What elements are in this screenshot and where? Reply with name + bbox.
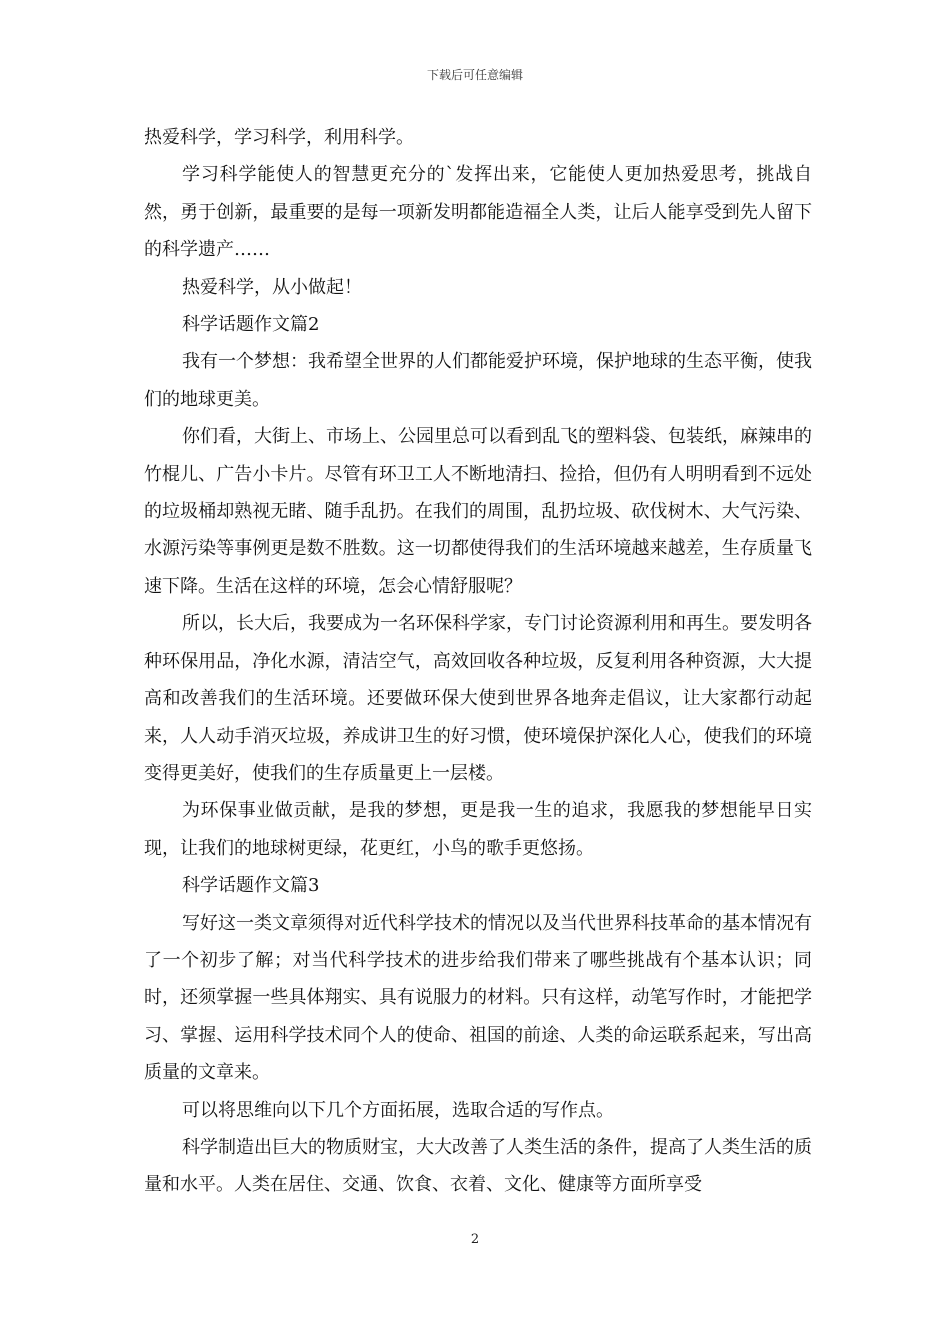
paragraph: 我有一个梦想：我希望全世界的人们都能爱护环境，保护地球的生态平衡，使我们的地球更美。 — [144, 351, 812, 410]
document-body — [144, 119, 812, 1204]
paragraph: 为环保事业做贡献，是我的梦想，更是我一生的追求，我愿我的梦想能早日实现，让我们的地球树更绿，花更红，小鸟的歌手更悠扬。 — [144, 800, 812, 859]
page-number: 2 — [470, 1232, 480, 1247]
section-heading: 科学话题作文篇2 — [182, 314, 320, 336]
paragraph: 写好这一类文章须得对近代科学技术的情况以及当代世界科技革命的基本情况有了一个初步了解；对当代科学技术的进步给我们带来了哪些挑战有个基本认识；同时，还须掌握一些具体翔实、具有说服力的材料。只有这样，动笔写作时，才能把学习、掌握、运用科学技术同个人的使命、祖国的前途、人类的命运联系起来，写出高质量的文章来。 — [144, 912, 812, 1084]
page-header: 下载后可任意编辑 — [426, 68, 523, 82]
section-heading: 科学话题作文篇3 — [182, 875, 320, 897]
paragraph: 可以将思维向以下几个方面拓展，选取合适的写作点。 — [182, 1099, 614, 1121]
paragraph: 热爱科学，学习科学，利用科学。 — [144, 127, 414, 148]
paragraph: 学习科学能使人的智慧更充分的`发挥出来，它能使人更加热爱思考，挑战自然，勇于创新，最重要的是每一项新发明都能造福全人类，让后人能享受到先人留下的科学遗产…… — [144, 164, 812, 261]
paragraph: 热爱科学，从小做起！ — [182, 276, 362, 298]
paragraph: 所以，长大后，我要成为一名环保科学家，专门讨论资源利用和再生。要发明各种环保用品，净化水源，清洁空气，高效回收各种垃圾，反复利用各种资源，大大提高和改善我们的生活环境。还要做环保大使到世界各地奔走倡议，让大家都行动起来，人人动手消灭垃圾，养成讲卫生的好习惯，使环境保护深化人心，使我们的环境变得更美好，使我们的生存质量更上一层楼。 — [144, 613, 812, 784]
paragraph: 科学制造出巨大的物质财宝，大大改善了人类生活的条件，提高了人类生活的质量和水平。人类在居住、交通、饮食、衣着、文化、健康等方面所享受 — [144, 1136, 812, 1196]
paragraph: 你们看，大街上、市场上、公园里总可以看到乱飞的塑料袋、包装纸，麻辣串的竹棍儿、广告小卡片。尽管有环卫工人不断地清扫、捡拾，但仍有人明明看到不远处的垃圾桶却熟视无睹、随手乱扔。在我们的周围，乱扔垃圾、砍伐树木、大气污染、水源污染等事例更是数不胜数。这一切都使得我们的生活环境越来越差，生存质量飞速下降。生活在这样的环境，怎会心情舒服呢？ — [144, 426, 812, 597]
